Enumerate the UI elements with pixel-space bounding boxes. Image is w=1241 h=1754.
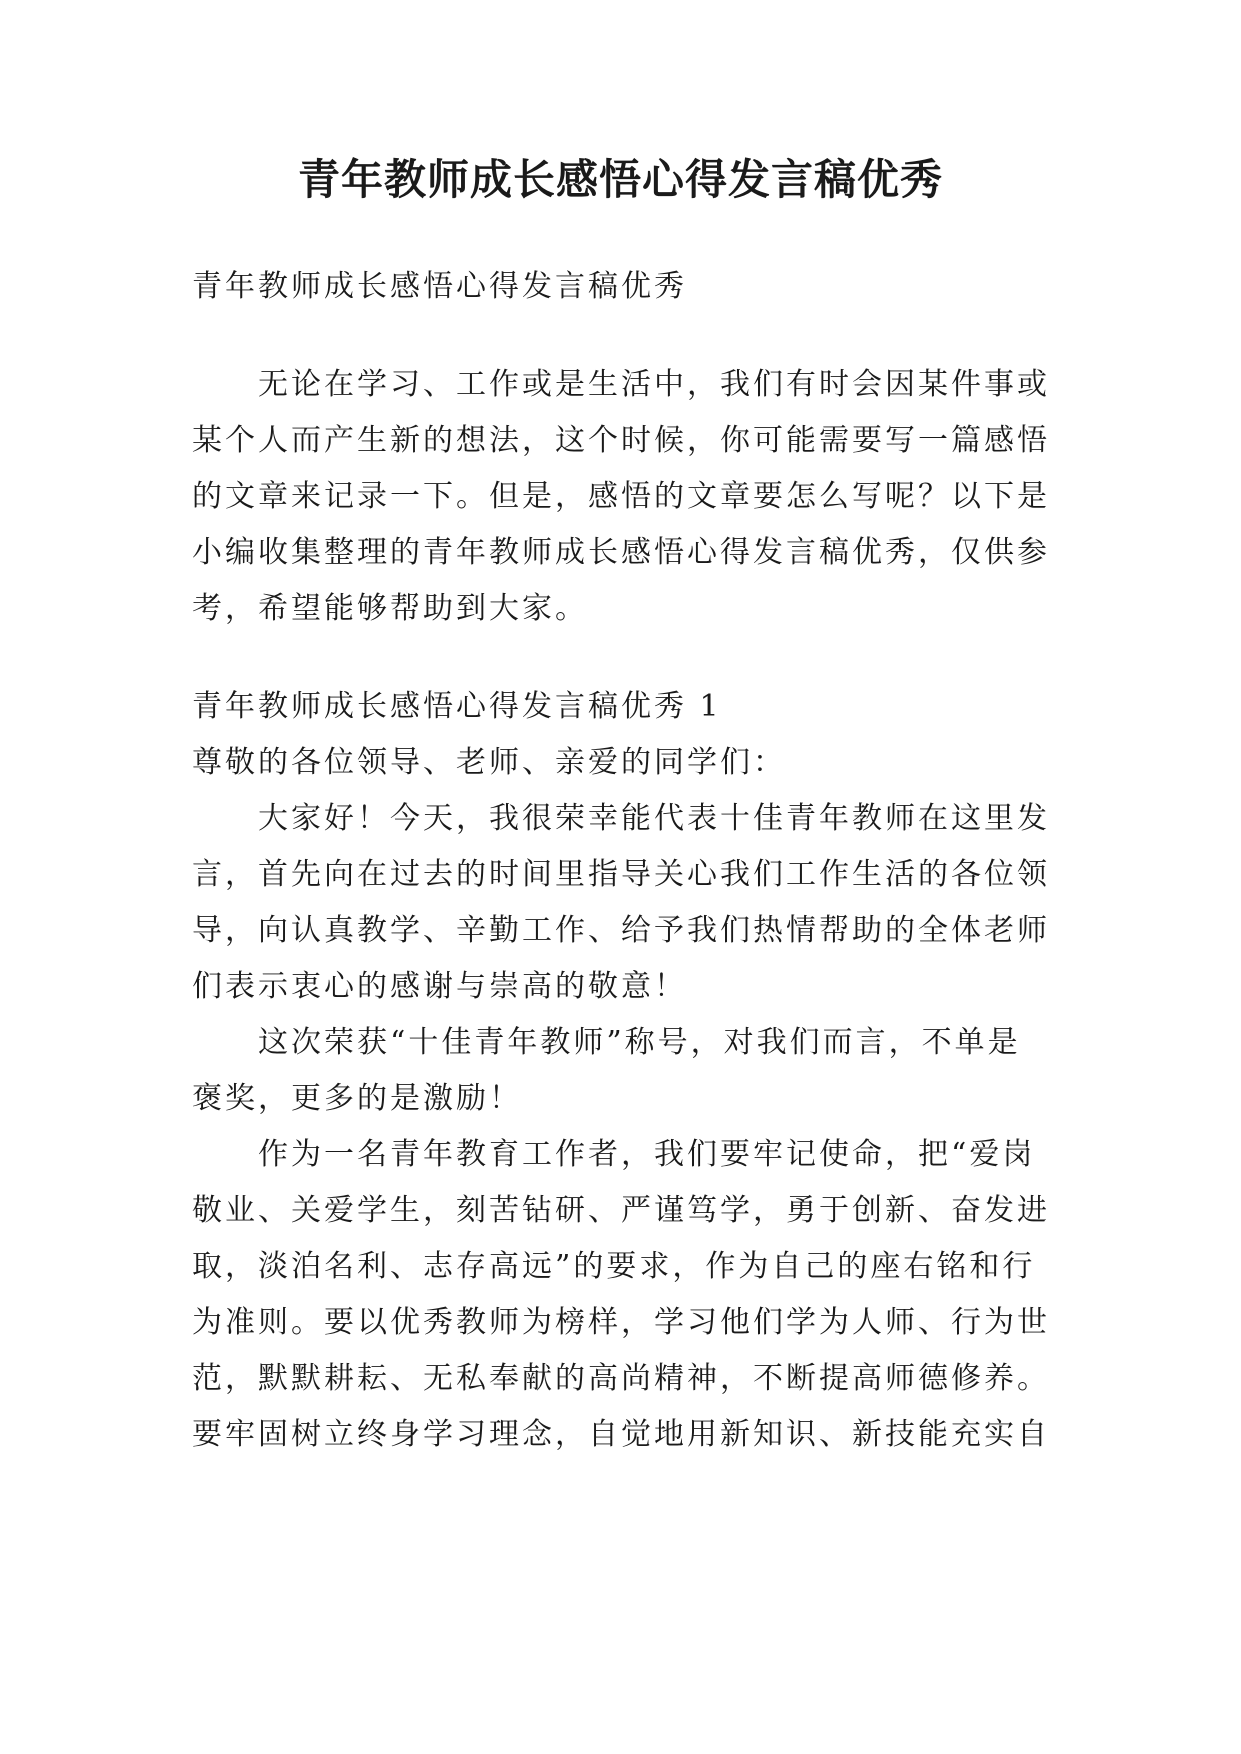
body-paragraph: 作为一名青年教育工作者，我们要牢记使命，把“爱岗敬业、关爱学生，刻苦钻研、严谨笃学，勇于创新、奋发进取，淡泊名利、志存高远”的要求，作为自己的座右铭和行为准则。要以优秀教师为榜样，学习他们学为人师、行为世范，默默耕耘、无私奉献的高尚精神，不断提高师德修养。要牢固树立终身学习理念，自觉地用新知识、新技能充实自 (192, 1137, 1050, 1452)
intro-paragraph: 无论在学习、工作或是生活中，我们有时会因某件事或某个人而产生新的想法，这个时候，你可能需要写一篇感悟的文章来记录一下。但是，感悟的文章要怎么写呢？以下是小编收集整理的青年教师成长感悟心得发言稿优秀，仅供参考，希望能够帮助到大家。 (192, 367, 1050, 626)
document-body (192, 259, 1052, 1463)
section-heading: 青年教师成长感悟心得发言稿优秀 1 (192, 689, 722, 724)
body-paragraph: 大家好！今天，我很荣幸能代表十佳青年教师在这里发言，首先向在过去的时间里指导关心我们工作生活的各位领导，向认真教学、辛勤工作、给予我们热情帮助的全体老师们表示衷心的感谢与崇高的敬意！ (192, 801, 1050, 1004)
document-title: 青年教师成长感悟心得发言稿优秀 (297, 155, 943, 204)
body-paragraph: 这次荣获“十佳青年教师”称号，对我们而言，不单是褒奖，更多的是激励！ (192, 1025, 1021, 1116)
salutation: 尊敬的各位领导、老师、亲爱的同学们： (192, 745, 786, 780)
document-subtitle: 青年教师成长感悟心得发言稿优秀 (192, 269, 687, 304)
